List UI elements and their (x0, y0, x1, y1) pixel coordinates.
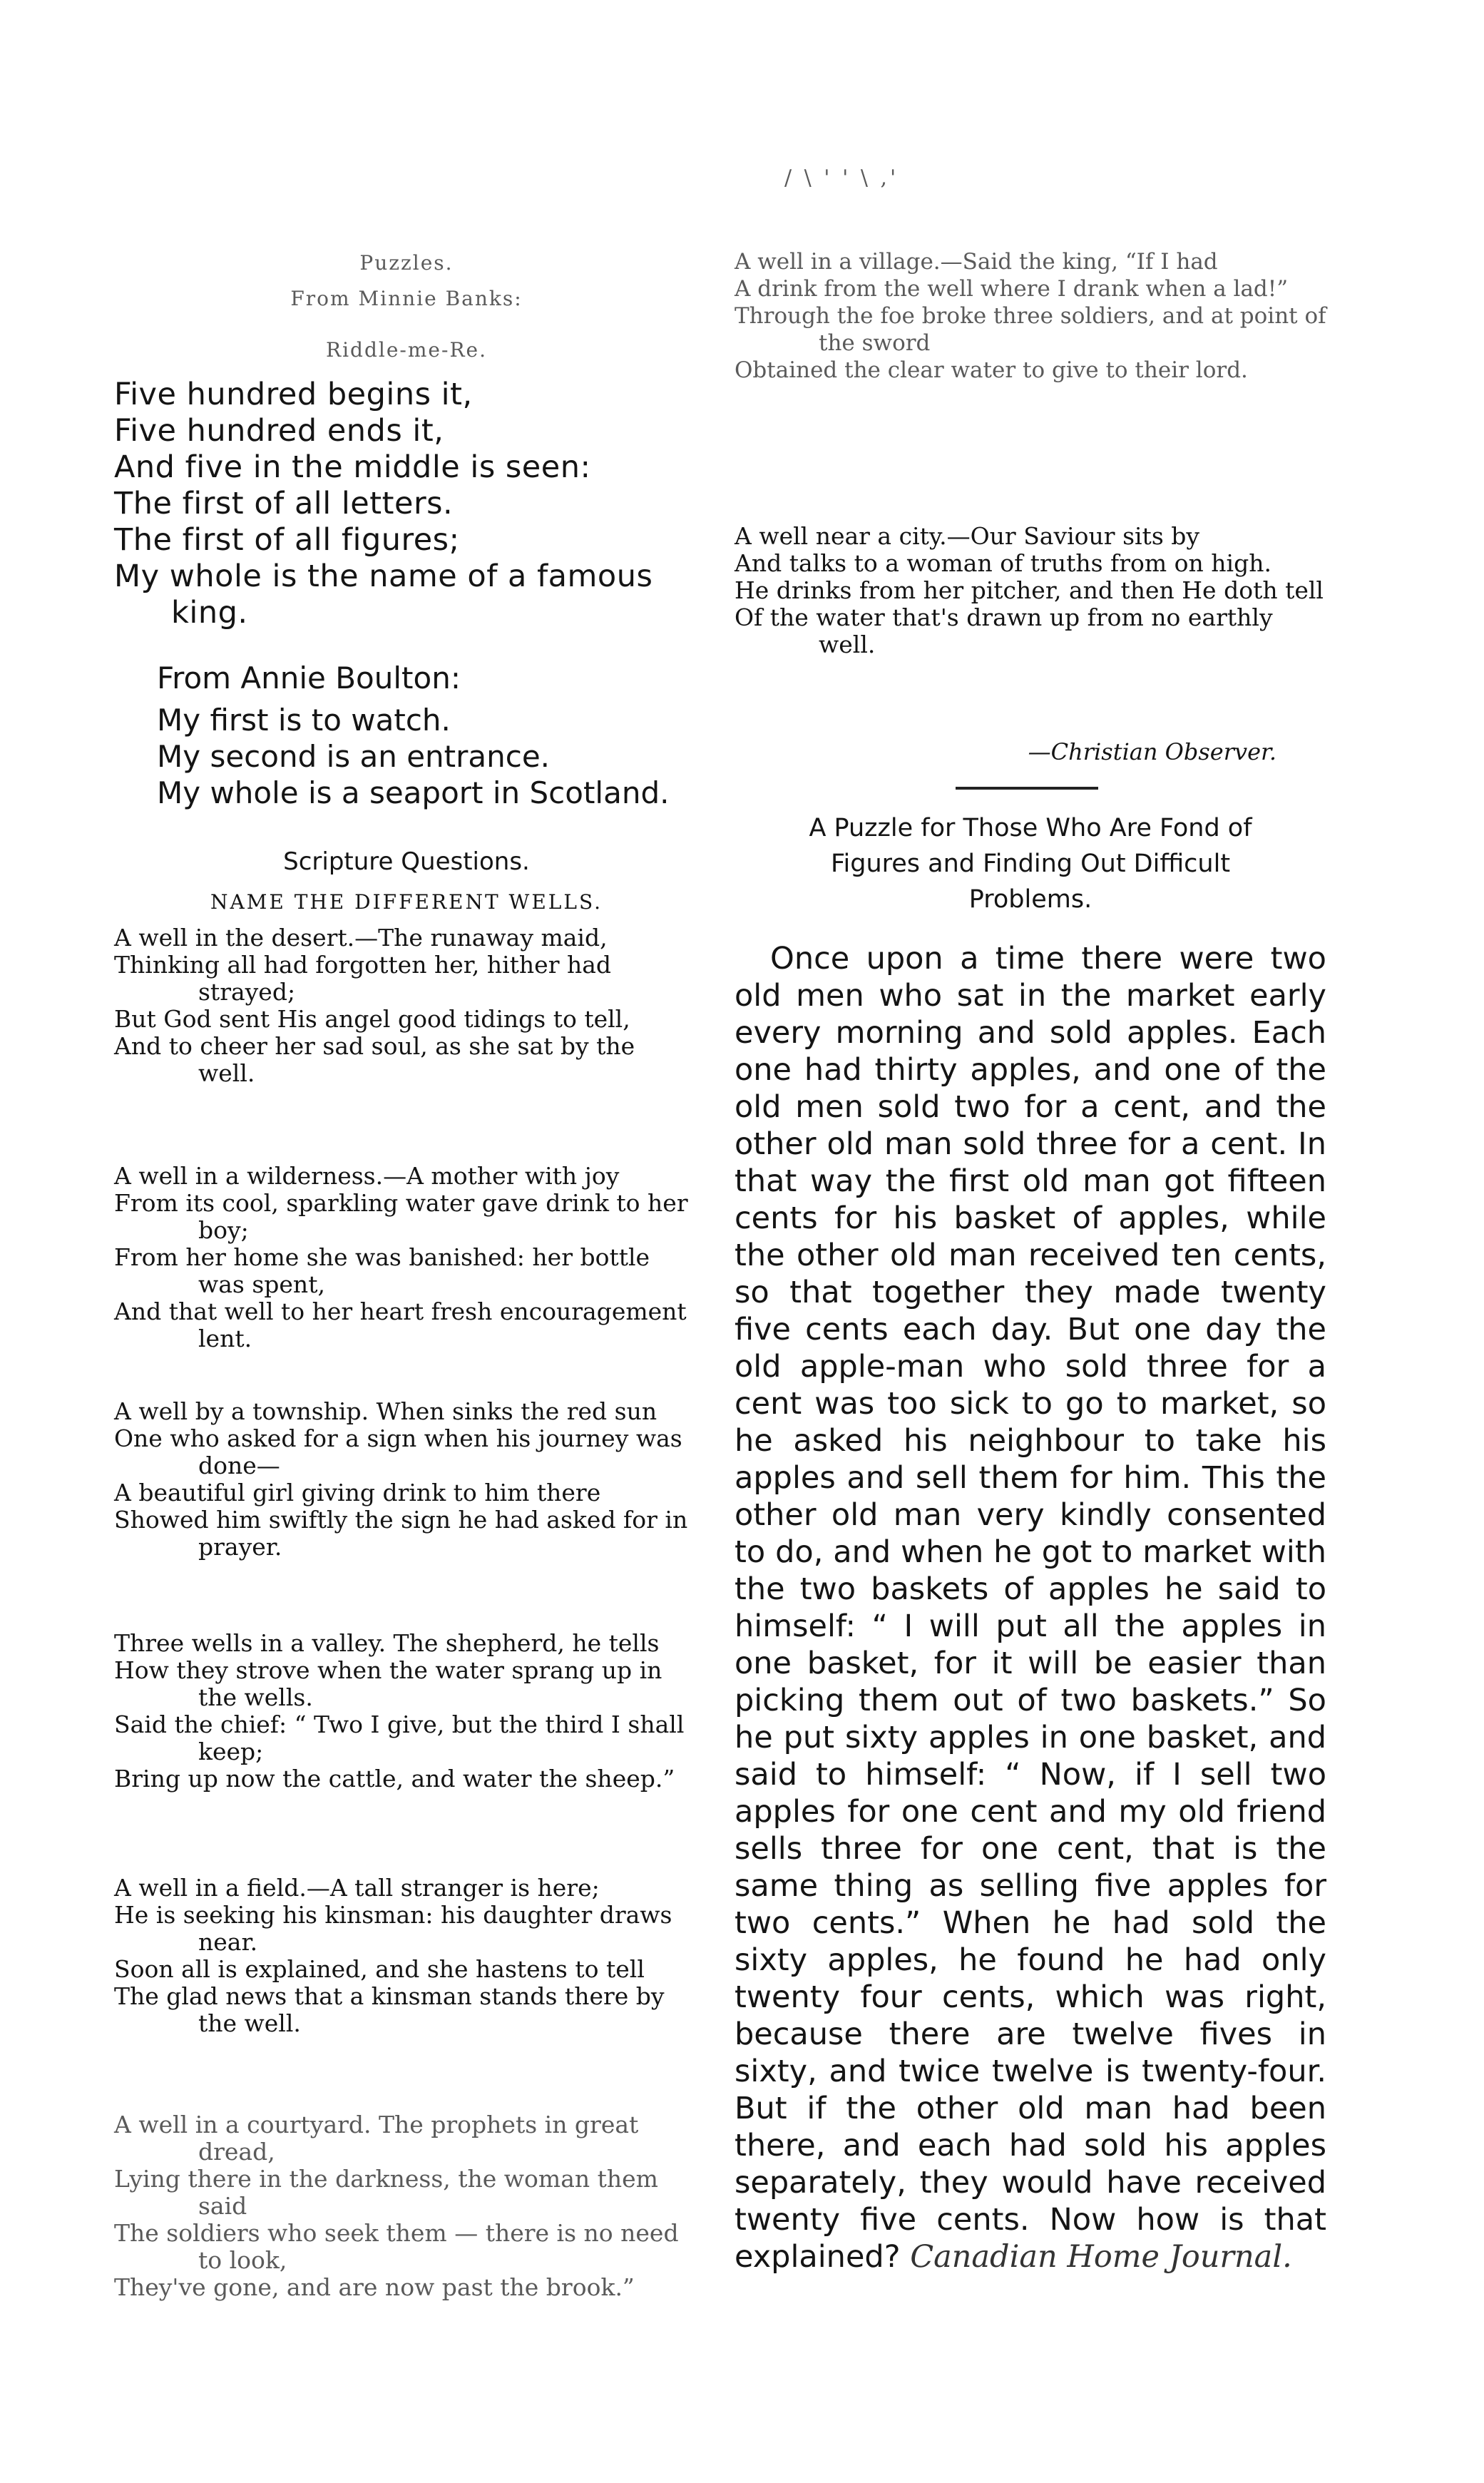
apple-puzzle-story-text: Once upon a time there were two old men who sat in the market early every morning and sold apples. Each one had thirty apples, and one of the old men sold two for a cent, and the other old man sold three for a cent. In that way the first old man got fifteen cents for his basket of apples, while the other old man received ten cents, so that together they made twenty five cents each day. But one day the old apple-man who sold three for a cent was too sick to go to market, so he asked his neighbour to take his apples and sell them for him. This the other old man very kindly consented to do, and when he got to market with the two baskets of apples he said to himself: “ I will put all the apples in one basket, for it will be easier than picking them out of two baskets.” So he put sixty apples in one basket, and said to himself: “ Now, if I sell two apples for one cent and my old friend sells three for one cent, that is the same thing as selling five apples for two cents.” When he had sold the sixty apples, he found he had only twenty four cents, which was right, because there are twelve fives in sixty, and twice twelve is twenty-four. But if the other old man had been there, and each had sold his apples separately, they would have received twenty five cents. Now how is that explained? (735, 941, 1326, 2275)
wells-stanza-courtyard (114, 2111, 699, 2301)
verse-line: Showed him swiftly the sign he had asked for in prayer. (114, 1506, 688, 1561)
riddle-two-line: My second is an entrance. (157, 739, 551, 774)
apple-puzzle-title (735, 810, 1326, 917)
riddle-two-line: My whole is a seaport in Scotland. (157, 775, 670, 810)
puzzles-from-line: From Minnie Banks: (290, 287, 523, 310)
verse-line: A well in a courtyard. The prophets in great dread, (114, 2111, 639, 2166)
verse-line: A drink from the well where I drank when a lad!” (735, 276, 1289, 302)
verse-line: A well in a wilderness.—A mother with joy (114, 1162, 620, 1190)
section-divider (956, 787, 1098, 790)
verse-line: A beautiful girl giving drink to him there (114, 1479, 601, 1506)
apple-puzzle-title-line: Figures and Finding Out Difficult (830, 850, 1231, 878)
verse-line: But God sent His angel good tidings to tell, (114, 1005, 630, 1033)
verse-line: How they strove when the water sprang up in the wells. (114, 1656, 662, 1711)
wells-stanza-city (735, 523, 1326, 658)
scripture-questions-title: Scripture Questions. (283, 847, 530, 876)
riddle-one (114, 377, 699, 631)
verse-line: Obtained the clear water to give to their lord. (735, 357, 1248, 383)
verse-line: And talks to a woman of truths from on high. (735, 549, 1271, 577)
verse-line: He is seeking his kinsman: his daughter draws near. (114, 1901, 672, 1956)
riddle-one-line: My whole is the name of a famous (114, 559, 653, 594)
verse-line: Of the water that's drawn up from no earthly well. (735, 603, 1273, 658)
verse-line: A well in a field.—A tall stranger is here; (114, 1874, 600, 1902)
apple-puzzle-title-line: A Puzzle for Those Who Are Fond of (809, 814, 1252, 842)
verse-line: From her home she was banished: her bottle was spent, (114, 1243, 650, 1298)
verse-line: Bring up now the cattle, and water the sheep.” (114, 1765, 675, 1793)
verse-line: A well near a city.—Our Saviour sits by (735, 522, 1200, 550)
verse-line: One who asked for a sign when his journey was done— (114, 1424, 682, 1479)
christian-observer-attribution: —Christian Observer. (1028, 738, 1276, 765)
riddle-one-line: The first of all figures; (114, 522, 460, 558)
verse-line: They've gone, and are now past the brook.” (114, 2273, 635, 2301)
verse-line: Thinking all had forgotten her, hither had strayed; (114, 951, 612, 1006)
apple-puzzle-title-line: Problems. (968, 885, 1092, 914)
riddle-two (157, 660, 727, 811)
verse-line: Soon all is explained, and she hastens to tell (114, 1955, 645, 1983)
riddle-one-line: Five hundred begins it, (114, 377, 473, 412)
riddle-one-line: The first of all letters. (114, 486, 454, 521)
riddle-one-line: Five hundred ends it, (114, 413, 444, 449)
wells-stanza-valley (114, 1630, 699, 1793)
verse-line: And that well to her heart fresh encouragement lent. (114, 1297, 687, 1352)
verse-line: A well by a township. When sinks the red sun (114, 1397, 657, 1425)
verse-line: The glad news that a kinsman stands there by the well. (114, 1982, 665, 2037)
verse-line: He drinks from her pitcher, and then He doth tell (735, 576, 1324, 604)
page-header: / \ ' ' \ ,' (784, 165, 899, 190)
riddle-one-line: king. (171, 595, 248, 631)
verse-line: Through the foe broke three soldiers, and at point of the sword (735, 303, 1326, 356)
wells-stanza-field (114, 1875, 699, 2037)
riddle-title: Riddle-me-Re. (325, 338, 487, 362)
riddle-one-line: And five in the middle is seen: (114, 449, 591, 485)
wells-stanza-desert (114, 924, 699, 1087)
wells-stanza-wilderness (114, 1163, 699, 1352)
verse-line: Three wells in a valley. The shepherd, he tells (114, 1629, 660, 1657)
apple-puzzle-source: Canadian Home Journal. (910, 2239, 1292, 2275)
verse-line: Lying there in the darkness, the woman them said (114, 2165, 658, 2220)
scripture-questions-subtitle: NAME THE DIFFERENT WELLS. (210, 890, 603, 914)
apple-puzzle-story (735, 940, 1326, 2275)
riddle-two-line: My first is to watch. (157, 703, 451, 738)
verse-line: Said the chief: “ Two I give, but the third I shall keep; (114, 1710, 685, 1765)
wells-stanza-village (735, 248, 1326, 384)
riddle-two-from: From Annie Boulton: (157, 661, 461, 695)
wells-stanza-township (114, 1398, 699, 1561)
puzzles-title: Puzzles. (359, 251, 454, 275)
verse-line: A well in a village.—Said the king, “If I had (735, 249, 1218, 275)
verse-line: A well in the desert.—The runaway maid, (114, 924, 608, 952)
verse-line: The soldiers who seek them — there is no need to look, (114, 2219, 679, 2274)
verse-line: And to cheer her sad soul, as she sat by the well. (114, 1032, 635, 1087)
verse-line: From its cool, sparkling water gave drink to her boy; (114, 1189, 688, 1244)
